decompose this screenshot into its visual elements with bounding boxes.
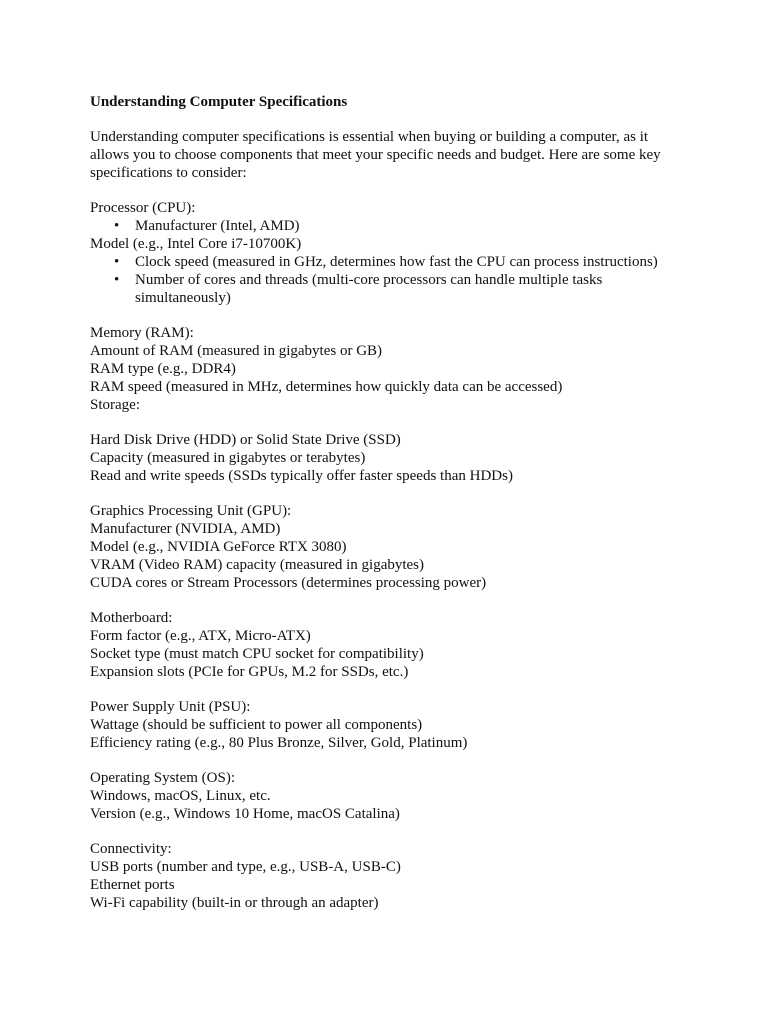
section-connectivity [90,840,680,912]
section-heading-motherboard: Motherboard: [90,610,173,626]
spec-line: Manufacturer (NVIDIA, AMD) [90,521,281,537]
document-body [90,93,680,929]
bullet-marker: • [114,218,120,234]
spec-line: Expansion slots (PCIe for GPUs, M.2 for SSDs, etc.) [90,664,409,680]
intro-paragraph: Understanding computer specifications is essential when buying or building a computer, as it allows you to choose components that meet your specific needs and budget. Here are some key specifications to consider: [90,129,661,181]
section-storage [90,431,680,485]
spec-line: Ethernet ports [90,877,175,893]
spec-line: CUDA cores or Stream Processors (determines processing power) [90,575,487,591]
section-cpu [90,199,680,307]
section-heading-storage: Storage: [90,397,140,413]
spec-line: Model (e.g., NVIDIA GeForce RTX 3080) [90,539,347,555]
bullet-text: Manufacturer (Intel, AMD) [135,218,300,234]
section-motherboard [90,609,680,681]
section-psu [90,698,680,752]
spec-line: Windows, macOS, Linux, etc. [90,788,271,804]
spec-line: USB ports (number and type, e.g., USB-A, USB-C) [90,859,401,875]
spec-line: Amount of RAM (measured in gigabytes or GB) [90,343,383,359]
section-heading-psu: Power Supply Unit (PSU): [90,699,251,715]
spec-line: Capacity (measured in gigabytes or terabytes) [90,450,366,466]
spec-line: Wattage (should be sufficient to power all components) [90,717,423,733]
spec-line: Model (e.g., Intel Core i7-10700K) [90,236,302,252]
section-heading-cpu: Processor (CPU): [90,200,196,216]
bullet-text: Clock speed (measured in GHz, determines how fast the CPU can process instructions) [135,254,658,270]
spec-line: RAM type (e.g., DDR4) [90,361,236,377]
spec-line: Socket type (must match CPU socket for compatibility) [90,646,424,662]
section-heading-gpu: Graphics Processing Unit (GPU): [90,503,292,519]
bullet-item [90,271,680,307]
document-title: Understanding Computer Specifications [90,94,348,110]
section-os [90,769,680,823]
bullet-marker: • [114,254,120,270]
bullet-item [90,253,680,271]
spec-line: Hard Disk Drive (HDD) or Solid State Drive (SSD) [90,432,401,448]
section-gpu [90,502,680,592]
spec-line: Wi-Fi capability (built-in or through an adapter) [90,895,379,911]
section-heading-connectivity: Connectivity: [90,841,172,857]
section-ram [90,324,680,414]
spec-line: Form factor (e.g., ATX, Micro-ATX) [90,628,311,644]
bullet-marker: • [114,272,120,288]
section-heading-ram: Memory (RAM): [90,325,194,341]
spec-line: Version (e.g., Windows 10 Home, macOS Catalina) [90,806,400,822]
bullet-text: Number of cores and threads (multi-core processors can handle multiple tasks simultaneously) [135,272,603,306]
bullet-item [90,217,680,235]
spec-line: Read and write speeds (SSDs typically offer faster speeds than HDDs) [90,468,513,484]
spec-line: Efficiency rating (e.g., 80 Plus Bronze, Silver, Gold, Platinum) [90,735,468,751]
spec-line: RAM speed (measured in MHz, determines how quickly data can be accessed) [90,379,563,395]
section-heading-os: Operating System (OS): [90,770,235,786]
spec-line: VRAM (Video RAM) capacity (measured in gigabytes) [90,557,425,573]
